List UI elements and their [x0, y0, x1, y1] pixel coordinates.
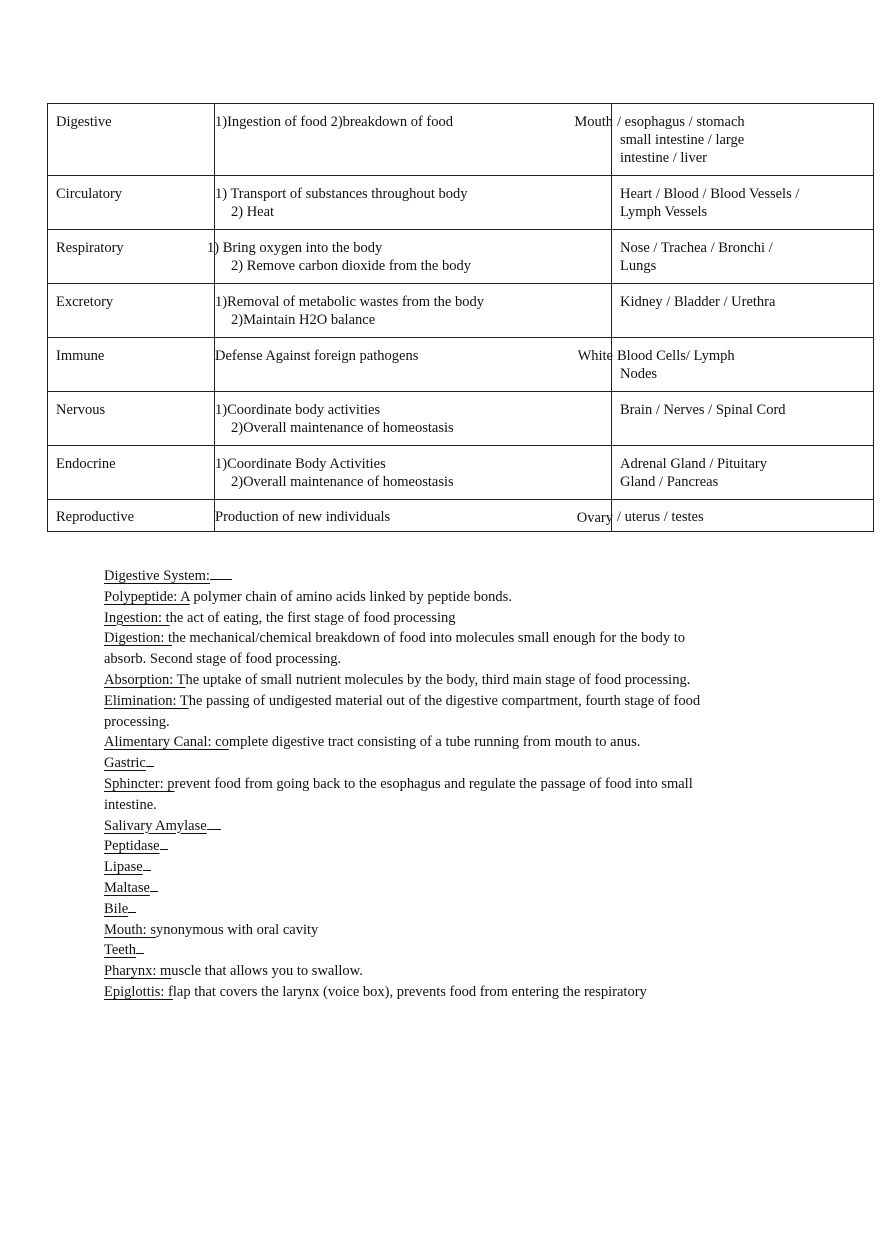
function-line: 1) Bring oxygen into the body [207, 240, 383, 256]
function-line: 2) Heat [231, 204, 275, 220]
organs-cell [612, 284, 874, 338]
system-name: Respiratory [56, 240, 124, 256]
note-entry [104, 753, 724, 774]
note-entry [104, 691, 724, 733]
note-definition: uscle that allows you to swallow. [171, 963, 363, 980]
note-term: Peptidase [104, 838, 160, 855]
underline-blank [128, 899, 136, 913]
organs-cell [612, 230, 874, 284]
organs-cell [612, 338, 874, 392]
system-cell [48, 338, 215, 392]
system-name: Reproductive [56, 509, 135, 525]
function-line: Production of new individuals [215, 509, 391, 525]
note-entry [104, 774, 724, 816]
note-definition: revent food from going back to the esophagus and regulate the passage of food into small intestine. [104, 775, 693, 813]
function-cell [215, 338, 612, 392]
table-row [48, 284, 874, 338]
note-entry [104, 961, 724, 982]
organ-line: Adrenal Gland / Pituitary [620, 456, 767, 472]
note-term: Ingestion: t [104, 609, 170, 626]
table-row [48, 338, 874, 392]
digestive-notes [104, 566, 724, 1003]
function-cell [215, 500, 612, 532]
organ-line: intestine / liver [620, 150, 707, 166]
note-entry [104, 857, 724, 878]
system-name: Endocrine [56, 456, 116, 472]
note-definition: mplete digestive tract consisting of a tube running from mouth to anus. [228, 734, 641, 751]
organ-line: Gland / Pancreas [620, 474, 719, 490]
organ-line: Blood Cells/ Lymph [617, 348, 735, 364]
organ-line: Lymph Vessels [620, 204, 708, 220]
note-definition: lap that covers the larynx (voice box), prevents food from entering the respiratory [172, 983, 647, 1000]
note-definition: he act of eating, the first stage of food processing [169, 609, 456, 626]
function-line: 2)Overall maintenance of homeostasis [231, 474, 454, 490]
note-definition: he passing of undigested material out of the digestive compartment, fourth stage of food processing. [104, 692, 701, 730]
note-entry [104, 732, 724, 753]
function-line: 1)Removal of metabolic wastes from the body [215, 294, 484, 310]
note-entry [104, 940, 724, 961]
organ-lead: Mouth [574, 114, 613, 130]
organ-line: small intestine / large [620, 132, 745, 148]
table-row [48, 446, 874, 500]
function-cell [215, 392, 612, 446]
system-name: Digestive [56, 114, 112, 130]
note-term: Elimination: T [104, 692, 189, 709]
organ-lead: White [577, 348, 613, 364]
function-cell [215, 284, 612, 338]
function-cell [215, 446, 612, 500]
function-cell [207, 230, 612, 284]
organ-line: / esophagus / stomach [617, 114, 745, 130]
note-entry [104, 628, 724, 670]
note-entry [104, 982, 724, 1003]
table-row [48, 500, 874, 532]
note-term: Teeth [104, 942, 136, 959]
system-cell [48, 230, 215, 284]
organ-line: Nodes [620, 366, 658, 382]
underline-blank [143, 857, 151, 871]
organ-line: Lungs [620, 258, 657, 274]
function-cell [215, 176, 612, 230]
underline-blank [207, 816, 221, 830]
system-name: Nervous [56, 402, 106, 418]
system-cell [48, 446, 215, 500]
note-definition: ynonymous with oral cavity [155, 921, 319, 938]
note-term: Epiglottis: f [104, 983, 173, 1000]
note-definition: polymer chain of amino acids linked by peptide bonds. [189, 588, 512, 605]
function-line: 1)Coordinate body activities [215, 402, 381, 418]
table-row [48, 176, 874, 230]
organ-line: Nose / Trachea / Bronchi / [620, 240, 773, 256]
note-entry [104, 587, 724, 608]
function-line: 2)Maintain H2O balance [231, 312, 376, 328]
organ-lead: Ovary [576, 510, 613, 526]
note-term: Pharynx: m [104, 963, 172, 980]
table-row [48, 392, 874, 446]
system-name: Immune [56, 348, 105, 364]
note-term: Mouth: s [104, 921, 156, 938]
organ-line: / uterus / testes [617, 509, 704, 525]
function-line: 1) Transport of substances throughout body [215, 186, 468, 202]
system-cell [48, 104, 215, 176]
function-line: 1)Ingestion of food 2)breakdown of food [215, 114, 453, 130]
note-entry [104, 816, 724, 837]
underline-blank [136, 940, 144, 954]
note-term: Alimentary Canal: co [104, 734, 229, 751]
note-definition: he uptake of small nutrient molecules by the body, third main stage of food processing. [185, 671, 691, 688]
system-cell [48, 500, 215, 532]
note-term: Digestion: t [104, 630, 173, 647]
system-name: Excretory [56, 294, 114, 310]
function-line: 2) Remove carbon dioxide from the body [231, 258, 471, 274]
note-term: Gastric [104, 755, 146, 772]
organs-cell [612, 104, 874, 176]
note-term: Absorption: T [104, 671, 186, 688]
system-cell [48, 284, 215, 338]
note-entry [104, 670, 724, 691]
note-term: Polypeptide: A [104, 588, 190, 605]
function-line: 2)Overall maintenance of homeostasis [231, 420, 454, 436]
note-definition: he mechanical/chemical breakdown of food into molecules small enough for the body to absorb. Second stage of food processing. [104, 630, 686, 668]
underline-blank [150, 878, 158, 892]
organs-cell [612, 500, 874, 532]
table-row [48, 104, 874, 176]
system-cell [48, 392, 215, 446]
organ-line: Heart / Blood / Blood Vessels / [620, 186, 800, 202]
organ-line: Brain / Nerves / Spinal Cord [620, 402, 786, 418]
system-cell [48, 176, 215, 230]
function-cell [215, 104, 612, 176]
body-systems-table [47, 103, 874, 532]
function-line: Defense Against foreign pathogens [215, 348, 419, 364]
organs-cell [612, 176, 874, 230]
underline-blank [160, 836, 168, 850]
note-term: Sphincter: p [104, 775, 175, 792]
system-name: Circulatory [56, 186, 123, 202]
table-row [48, 230, 874, 284]
organ-line: Kidney / Bladder / Urethra [620, 294, 776, 310]
note-term: Salivary Amylase [104, 817, 207, 834]
note-entry [104, 899, 724, 920]
notes-heading: Digestive System: [104, 566, 724, 587]
note-term: Maltase [104, 879, 150, 896]
underline-blank [146, 753, 154, 767]
organs-cell [612, 446, 874, 500]
note-entry [104, 608, 724, 629]
note-entry [104, 878, 724, 899]
note-entry [104, 920, 724, 941]
note-term: Bile [104, 900, 129, 917]
function-line: 1)Coordinate Body Activities [215, 456, 386, 472]
note-term: Lipase [104, 859, 143, 876]
organs-cell [612, 392, 874, 446]
note-entry [104, 836, 724, 857]
